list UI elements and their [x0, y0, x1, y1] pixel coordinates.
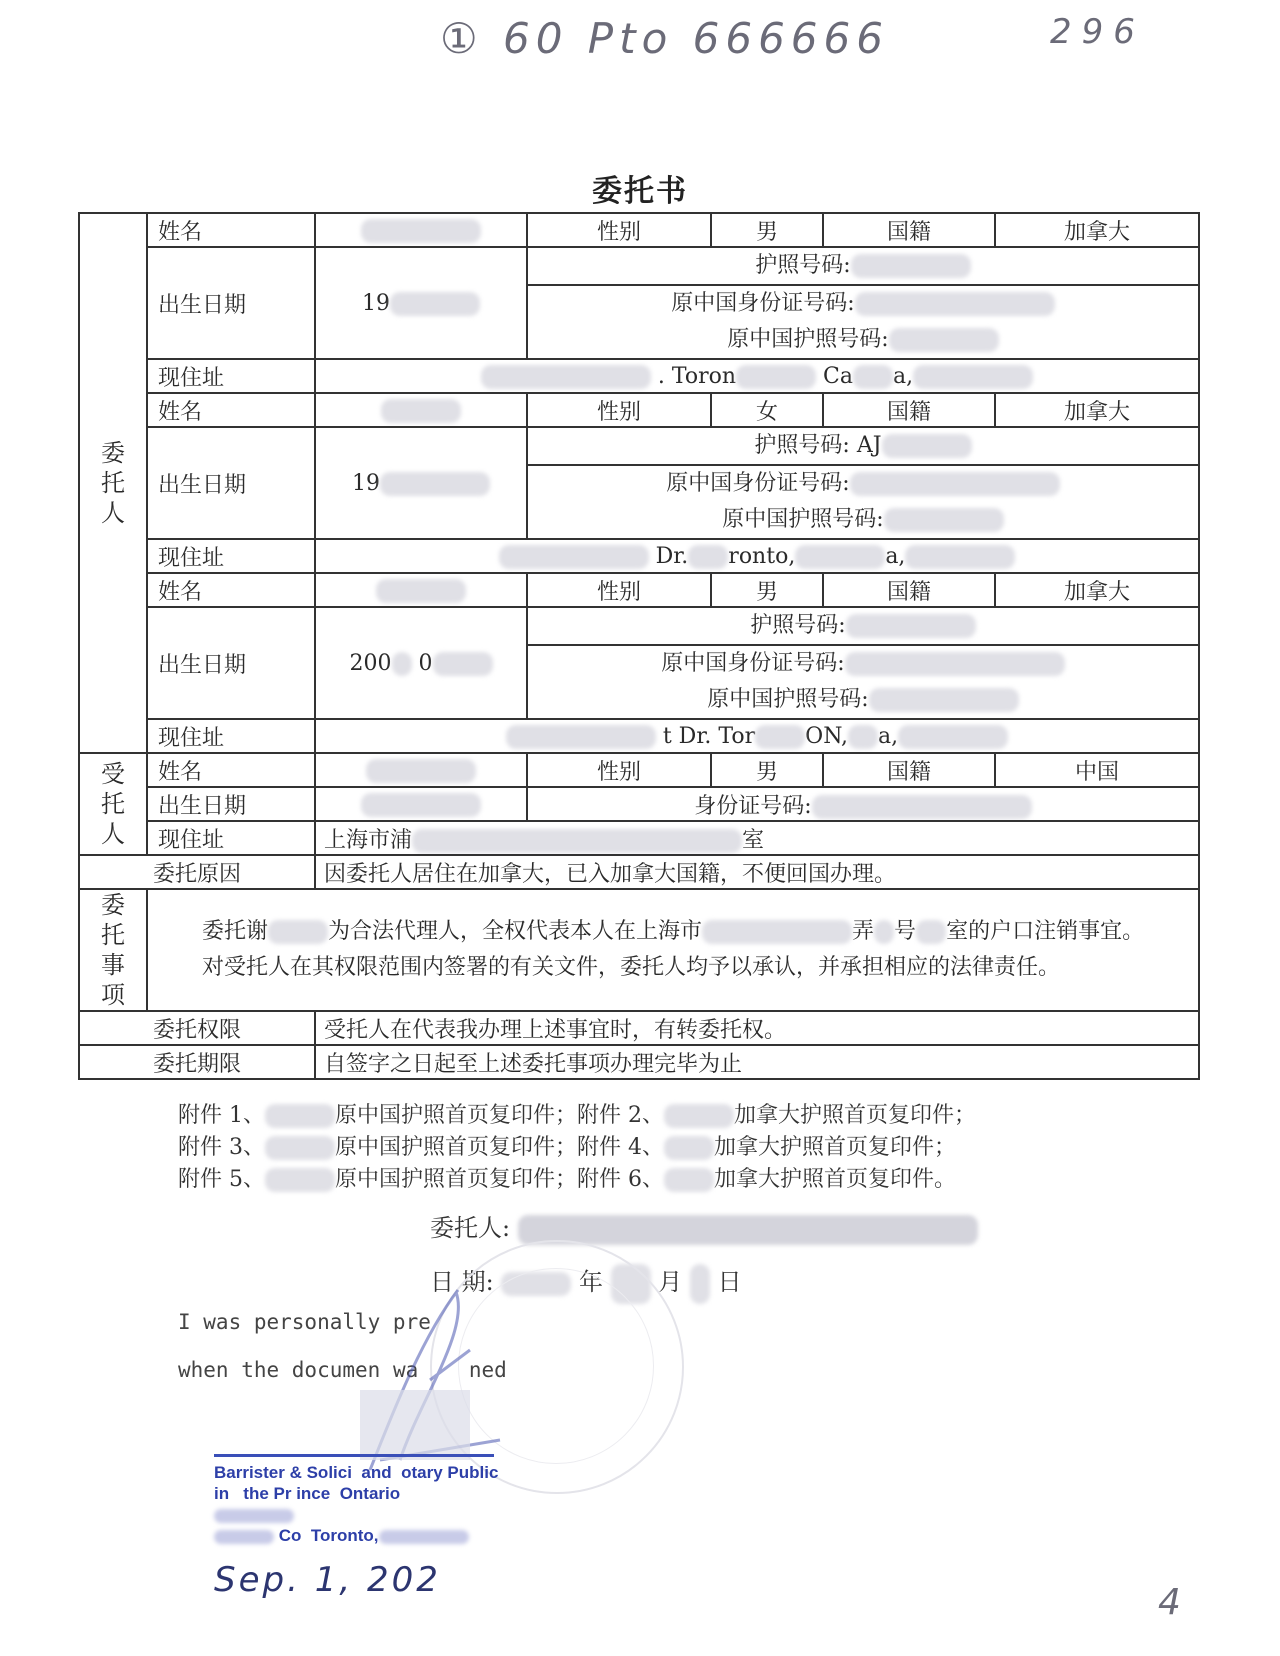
- matters-fragment: 弄: [852, 919, 875, 944]
- birth-date-label: 出生日期: [147, 427, 315, 539]
- birth-date-partial: 19: [362, 290, 390, 316]
- handwritten-top-note: ① 60 Pto 666666: [440, 14, 889, 63]
- principal-3-gender: 男: [711, 573, 823, 607]
- address-partial: . Toron: [657, 363, 737, 389]
- authority-label: 委托权限: [79, 1011, 315, 1045]
- nationality-label: 国籍: [823, 213, 995, 247]
- passport-partial: AJ: [856, 433, 882, 458]
- address-partial: a,: [885, 543, 906, 569]
- year-label: 年: [579, 1268, 603, 1296]
- address-partial: Tor: [718, 723, 756, 749]
- period-label: 委托期限: [79, 1045, 315, 1079]
- nationality-label: 国籍: [823, 753, 995, 787]
- handwritten-top-number: 296: [1050, 12, 1145, 52]
- cn-passport-label: 原中国护照号码:: [707, 687, 869, 712]
- notary-fragment: wa: [392, 1358, 419, 1382]
- birth-date-partial: 19: [352, 470, 380, 496]
- month-label: 月: [658, 1268, 683, 1296]
- address-partial: Dr.: [655, 543, 689, 569]
- matters-fragment: 的户口注销事宜。: [968, 919, 1145, 944]
- attachment-fragment: 原中国护照首页复印件；附件 4、: [335, 1135, 664, 1160]
- address-partial: a,: [892, 363, 914, 389]
- date-label: 日 期:: [430, 1268, 494, 1296]
- stamp-fragment: Toronto,: [310, 1526, 379, 1545]
- name-label: 姓名: [147, 393, 315, 427]
- principal-3-nationality: 加拿大: [995, 573, 1199, 607]
- matters-fragment: 委托谢: [202, 919, 269, 944]
- stamp-fragment: the Pr: [243, 1484, 292, 1503]
- notary-fragment: when the documen: [178, 1358, 381, 1382]
- nationality-label: 国籍: [823, 393, 995, 427]
- cn-passport-label: 原中国护照号码:: [722, 507, 884, 532]
- principal-1-gender: 男: [711, 213, 823, 247]
- matters-fragment: 室: [946, 919, 969, 944]
- stamp-fragment: and: [361, 1463, 392, 1482]
- address-partial: ronto,: [728, 543, 796, 569]
- stamp-line-blurred: [214, 1504, 498, 1525]
- cn-id-label: 原中国身份证号码:: [661, 651, 845, 676]
- address-label: 现住址: [147, 539, 315, 573]
- period-text: 自签字之日起至上述委托事项办理完毕为止: [315, 1045, 1199, 1079]
- attachment-fragment: 加拿大护照首页复印件；: [734, 1103, 977, 1128]
- birth-date-partial: 0: [418, 650, 433, 676]
- address-suffix: 室: [742, 827, 765, 853]
- attachment-fragment: 加拿大护照首页复印件。: [714, 1167, 957, 1192]
- matters-paragraph-2: 对受托人在其权限范围内签署的有关文件，委托人均予以承认，并承担相应的法律责任。: [202, 955, 1061, 980]
- agent-gender: 男: [711, 753, 823, 787]
- redacted-mark: [379, 1530, 469, 1544]
- gender-label: 性别: [527, 573, 711, 607]
- attachment-fragment: 附件 5、: [178, 1167, 265, 1192]
- gender-label: 性别: [527, 213, 711, 247]
- agent-nationality: 中国: [995, 753, 1199, 787]
- reason-label: 委托原因: [79, 855, 315, 889]
- notary-stamp: [214, 1462, 498, 1546]
- cn-passport-label: 原中国护照号码:: [727, 327, 889, 352]
- birth-date-label: 出生日期: [147, 247, 315, 359]
- attachment-fragment: 原中国护照首页复印件；附件 2、: [335, 1103, 664, 1128]
- agent-label: 受托人: [101, 760, 125, 848]
- address-label: 现住址: [147, 719, 315, 753]
- principal-1-nationality: 加拿大: [995, 213, 1199, 247]
- stamp-fragment: Co: [278, 1526, 302, 1545]
- handwritten-page-number: 4: [1158, 1582, 1181, 1623]
- attachment-fragment: 加拿大护照首页复印件；: [714, 1135, 957, 1160]
- stamp-line-3: [214, 1525, 498, 1546]
- address-partial: t Dr.: [662, 723, 712, 749]
- gender-label: 性别: [527, 753, 711, 787]
- document-title: 委托书: [592, 174, 688, 209]
- cn-id-label: 原中国身份证号码:: [666, 471, 850, 496]
- stamp-fragment: Barrister & Solici: [214, 1463, 352, 1482]
- address-partial: a,: [878, 723, 899, 749]
- stamp-fragment: otary Public: [401, 1463, 499, 1482]
- id-label: 身份证号码:: [694, 793, 812, 819]
- name-label: 姓名: [147, 213, 315, 247]
- principal-signature-label: 委托人:: [430, 1214, 511, 1242]
- principal-2-gender: 女: [711, 393, 823, 427]
- birth-date-label: 出生日期: [147, 787, 315, 821]
- address-partial: Ca: [823, 363, 853, 389]
- handwritten-notary-date: Sep. 1, 202: [214, 1560, 441, 1600]
- name-label: 姓名: [147, 573, 315, 607]
- stamp-line-2: [214, 1483, 498, 1504]
- attachment-fragment: 附件 1、: [178, 1103, 265, 1128]
- address-label: 现住址: [147, 359, 315, 393]
- passport-label: 护照号码:: [754, 433, 850, 458]
- redacted-mark: [214, 1530, 274, 1544]
- reason-text: 因委托人居住在加拿大，已入加拿大国籍，不便回国办理。: [315, 855, 1199, 889]
- stamp-line-1: [214, 1462, 498, 1483]
- redacted-mark: [214, 1509, 294, 1523]
- authority-text: 受托人在代表我办理上述事宜时，有转委托权。: [315, 1011, 1199, 1045]
- attachment-fragment: 附件 3、: [178, 1135, 265, 1160]
- notary-statement-line-1: I was personally pre: [178, 1310, 431, 1334]
- cn-id-label: 原中国身份证号码:: [671, 291, 855, 316]
- notary-fragment: ned: [468, 1358, 507, 1382]
- day-label: 日: [717, 1268, 742, 1296]
- stamp-fragment: Ontario: [339, 1484, 401, 1503]
- address-partial: 上海市浦: [324, 827, 413, 853]
- nationality-label: 国籍: [823, 573, 995, 607]
- gender-label: 性别: [527, 393, 711, 427]
- address-label: 现住址: [147, 821, 315, 855]
- address-partial: ON,: [805, 723, 849, 749]
- principal-2-nationality: 加拿大: [995, 393, 1199, 427]
- matters-label: 委托事项: [101, 891, 125, 1009]
- stamp-fragment: ince: [296, 1484, 331, 1503]
- name-label: 姓名: [147, 753, 315, 787]
- matters-fragment: 为合法代理人，全权代表本人在上海市: [328, 919, 703, 944]
- attachment-fragment: 原中国护照首页复印件；附件 6、: [335, 1167, 664, 1192]
- stamp-fragment: in: [214, 1484, 230, 1503]
- passport-label: 护照号码:: [755, 253, 851, 278]
- principal-label: 委托人: [101, 439, 125, 527]
- birth-date-label: 出生日期: [147, 607, 315, 719]
- passport-label: 护照号码:: [750, 613, 846, 638]
- stamp-rule: [214, 1454, 494, 1457]
- matters-fragment: 号: [894, 919, 917, 944]
- birth-date-partial: 200: [349, 650, 392, 676]
- redacted-signature-block: [360, 1390, 470, 1460]
